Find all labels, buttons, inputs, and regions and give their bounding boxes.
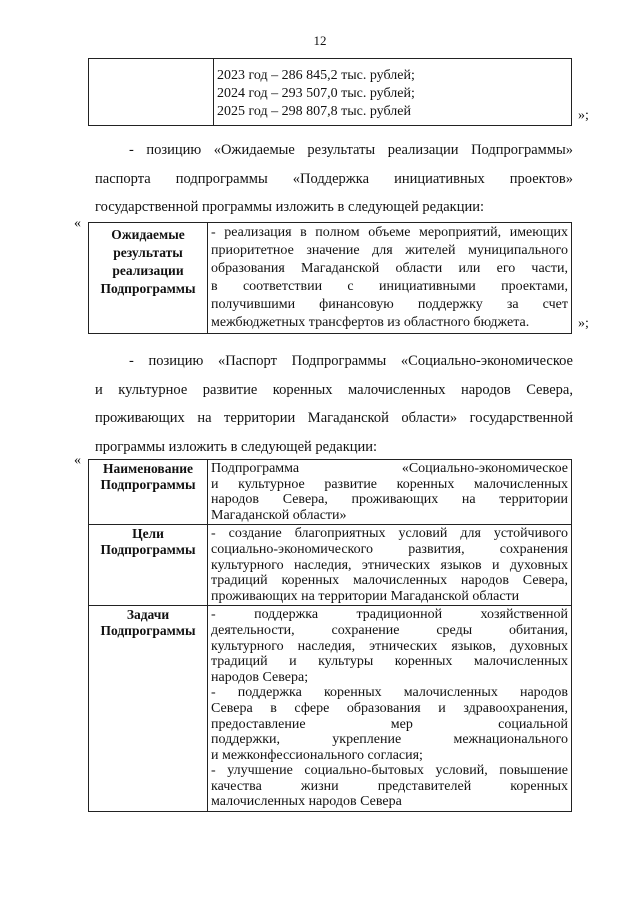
funding-line: 2023 год – 286 845,2 тыс. рублей; [217, 68, 415, 83]
paragraph-expected-results [95, 136, 573, 222]
opening-quote: « [74, 216, 81, 231]
content-line: образования Магаданской области или его части, [211, 261, 568, 276]
table-row [89, 525, 572, 606]
table-row [89, 606, 572, 812]
row-header-name [89, 460, 208, 525]
content-line: и культурное развитие коренных малочисленных [211, 476, 568, 492]
funding-table-values [214, 59, 572, 126]
row-header-tasks [89, 606, 208, 812]
funding-table [88, 58, 572, 126]
funding-table-empty-cell [89, 59, 214, 126]
content-line: деятельности, сохранение среды обитания, [211, 622, 568, 638]
paragraph-line: - позицию «Паспорт Подпрограммы «Социально-экономическое [129, 353, 573, 369]
content-line: получившими финансовую поддержку за счет [211, 297, 568, 312]
content-line: - создание благоприятных условий для устойчивого [211, 526, 568, 542]
content-line: предоставление мер социальной [211, 716, 568, 732]
subprogram-passport-table [88, 459, 572, 812]
funding-line: 2025 год – 298 807,8 тыс. рублей [217, 104, 411, 119]
header-line: Подпрограммы [100, 476, 196, 492]
header-line: Подпрограммы [100, 281, 196, 296]
content-line: - реализация в полном объеме мероприятий, имеющих [211, 225, 568, 240]
content-line: и межконфессионального согласия; [211, 747, 423, 763]
content-line: малочисленных народов Севера [211, 794, 402, 810]
paragraph-line: проживающих на территории Магаданской области» государственной [95, 410, 573, 426]
page-number: 12 [313, 33, 327, 48]
paragraph-line: паспорта подпрограммы «Поддержка инициативных проектов» [95, 170, 573, 187]
content-line: традиций коренных малочисленных народов Севера, [211, 573, 568, 589]
header-line: Наименование [103, 461, 193, 476]
closing-quote: »; [578, 316, 589, 331]
header-line: результаты [113, 245, 183, 260]
paragraph-line: и культурное развитие коренных малочисленных народов Севера, [95, 381, 573, 398]
content-line: народов Севера; [211, 669, 309, 685]
content-line: в соответствии с инициативными проектами, [211, 279, 568, 294]
closing-quote: »; [578, 108, 589, 123]
paragraph-line: программы изложить в следующей редакции: [95, 438, 378, 455]
content-line: социально-экономического развития, сохранения [211, 541, 568, 557]
content-line: - улучшение социально-бытовых условий, повышение [211, 763, 568, 779]
row-header-goals [89, 525, 208, 606]
paragraph-passport [95, 347, 573, 461]
header-line: реализации [112, 263, 184, 278]
paragraph-line: государственной программы изложить в следующей редакции: [95, 199, 485, 215]
content-line: приоритетное значение для жителей муниципального [211, 243, 568, 258]
header-line: Цели [132, 526, 164, 542]
opening-quote: « [74, 453, 81, 468]
table-row [89, 460, 572, 525]
row-content-name [208, 460, 572, 525]
funding-line: 2024 год – 293 507,0 тыс. рублей; [217, 86, 415, 101]
content-line: межбюджетных трансфертов из областного бюджета. [211, 315, 530, 330]
row-content-tasks [208, 606, 572, 812]
paragraph-line: - позицию «Ожидаемые результаты реализации Подпрограммы» [129, 142, 573, 158]
content-line: проживающих на территории Магаданской области [211, 588, 520, 604]
content-line: Севера в сфере образования и здравоохранения, [211, 700, 568, 716]
row-content-goals [208, 525, 572, 606]
header-line: Подпрограммы [100, 541, 196, 557]
header-line: Ожидаемые [111, 227, 185, 242]
content-line: - поддержка коренных малочисленных народов [211, 685, 568, 701]
content-line: культурного наследия, этнических языков, духовных [211, 638, 568, 654]
content-line: Подпрограмма «Социально-экономическое [211, 461, 568, 476]
expected-results-content [208, 223, 572, 334]
content-line: Магаданской области» [211, 507, 347, 523]
header-line: Подпрограммы [100, 622, 196, 638]
expected-results-header [89, 223, 208, 334]
content-line: традиций и культуры коренных малочисленных [211, 654, 568, 670]
header-line: Задачи [126, 607, 170, 623]
expected-results-table [88, 222, 572, 334]
content-line: - поддержка традиционной хозяйственной [211, 607, 568, 623]
content-line: качества жизни представителей коренных [211, 778, 568, 794]
content-line: поддержки, укрепление межнационального [211, 732, 568, 748]
content-line: народов Севера, проживающих на территории [211, 492, 568, 508]
content-line: культурного наследия, этнических языков и духовных [211, 557, 568, 573]
